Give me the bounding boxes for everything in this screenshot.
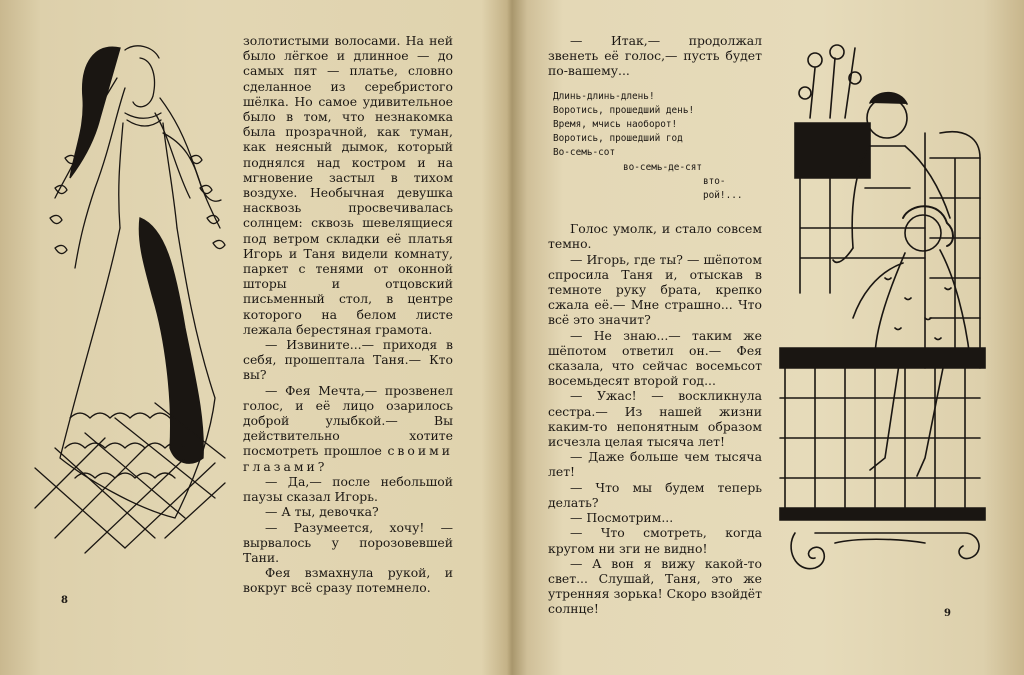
paragraph: — Игорь, где ты? — шёпотом спросила Таня и, отыскав в темноте руку брата, крепко сжала её.— Мне страшно... Что всё это значит? [548, 251, 762, 328]
paragraph-text: глазами? [243, 458, 328, 474]
poem-line: вто-рой!... [703, 175, 743, 202]
paragraph: — Ужас! — воскликнула сестра.— Из нашей жизни каким-то непонятным образом исчезла целая тысяча лет! [548, 388, 762, 450]
page-number-left: 8 [61, 595, 68, 606]
poem-line: Время, мчись наоборот! [553, 119, 678, 131]
paragraph: — Даже больше чем тысяча лет! [548, 449, 762, 480]
paragraph: — Извините...— приходя в себя, прошептала Таня.— Кто вы? [243, 337, 453, 383]
paragraph: — А ты, девочка? [265, 504, 379, 520]
paragraph: — Разумеется, хочу! — вырвалось у порозовевшей Тани. [243, 519, 453, 565]
poem-line: Во-семь-сот [553, 147, 616, 159]
paragraph: — Да,— после небольшой паузы сказал Игорь. [243, 473, 453, 505]
spaced-word: своими [387, 443, 453, 459]
paragraph: — Итак,— продолжал звенеть её голос,— пусть будет по-вашему... [548, 33, 762, 79]
children-balcony-illustration [775, 38, 1000, 583]
paragraph: Голос умолк, и стало совсем темно. [548, 221, 762, 252]
paragraph-text: — Фея Мечта,— прозвенел голос, и её лицо озарилось доброй улыбкой.— Вы действительно хотите посмотреть прошлое [243, 382, 453, 459]
left-page-text [243, 33, 453, 596]
poem [553, 90, 762, 204]
fairy-illustration [25, 38, 235, 558]
paragraph: Фея взмахнула рукой, и вокруг всё сразу потемнело. [243, 565, 453, 596]
paragraph: — Не знаю...— таким же шёпотом ответил он.— Фея сказала, что сейчас восемьсот восемьдесят второй год... [548, 327, 762, 389]
paragraph: — А вон я вижу какой-то свет... Слушай, Таня, это же утренняя зорька! Скоро взойдёт солнце! [548, 555, 762, 617]
poem-line: Воротись, прошедший день! [553, 104, 695, 116]
page-number-right: 9 [944, 608, 951, 619]
paragraph: — Посмотрим... [570, 510, 674, 526]
poem-line: Длинь-длинь-длень! [553, 90, 655, 102]
poem-line: во-семь-де-сят [623, 161, 703, 173]
poem-line: Воротись, прошедший год [553, 133, 683, 145]
paragraph: — Что мы будем теперь делать? [548, 479, 762, 510]
right-page-text [548, 33, 762, 617]
paragraph: — Что смотреть, когда кругом ни зги не видно! [548, 525, 762, 556]
paragraph [243, 383, 453, 474]
paragraph: золотистыми волосами. На ней было лёгкое и длинное — до самых пят — платье, словно сделанное из серебристого шёлка. Но самое удивительное было в том, что незнакомка была прозрачной, как туман, как неясный дымок, который поднялся над костром и на мгновение застыл в тихом воздухе. Необычная девушка насквозь просвечивалась солнцем: сквозь шевелящиеся под ветром складки её платья Игорь и Таня видели комнату, паркет с тенями от оконной шторы и отцовский письменный стол, в центре которого на белом листе лежала берестяная грамота. [243, 33, 453, 337]
